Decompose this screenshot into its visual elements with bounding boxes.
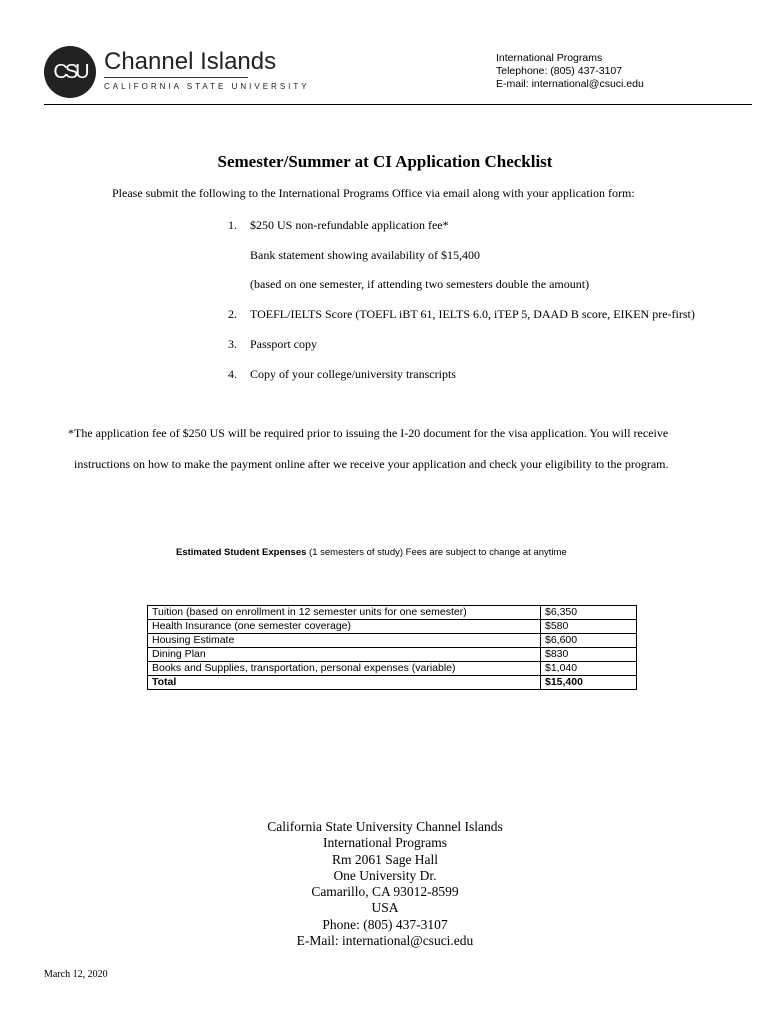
csu-logo — [44, 46, 96, 98]
expense-amount: $1,040 — [541, 662, 637, 676]
address-line: California State University Channel Islands — [267, 819, 503, 834]
checklist-number: 1. — [228, 218, 237, 232]
checklist-number: 3. — [228, 337, 237, 351]
address-line: E-Mail: international@csuci.edu — [296, 933, 474, 949]
table-row — [148, 606, 637, 620]
checklist-text: $250 US non-refundable application fee* — [250, 218, 449, 232]
address-line: One University Dr. — [333, 867, 437, 883]
total-row — [148, 676, 637, 690]
table-row — [148, 634, 637, 648]
checklist-number: 2. — [228, 307, 237, 321]
expenses-heading — [176, 547, 567, 558]
total-amount: $15,400 — [541, 676, 637, 690]
logo-letters: CSU — [53, 60, 87, 83]
contact-block — [496, 52, 644, 91]
checklist-text: Copy of your college/university transcripts — [250, 367, 456, 381]
expense-amount: $830 — [541, 648, 637, 662]
contact-telephone: Telephone: (805) 437-3107 — [496, 65, 623, 77]
contact-office: International Programs — [496, 52, 603, 64]
expense-item: Dining Plan — [148, 648, 541, 662]
org-divider — [104, 77, 248, 78]
address-line: Rm 2061 Sage Hall — [331, 851, 439, 867]
org-subtitle: CALIFORNIA STATE UNIVERSITY — [104, 82, 310, 91]
checklist-number: 4. — [228, 367, 237, 381]
header-divider — [44, 104, 752, 105]
checklist-text: Passport copy — [250, 337, 317, 351]
expenses-heading-bold: Estimated Student Expenses — [176, 547, 307, 558]
checklist-text: (based on one semester, if attending two semesters double the amount) — [250, 277, 590, 291]
expense-item: Tuition (based on enrollment in 12 semester units for one semester) — [148, 606, 541, 620]
expense-amount: $6,350 — [541, 606, 637, 620]
footnote-line-2: instructions on how to make the payment online after we receive your application and check your eligibility to the program. — [74, 457, 669, 471]
expense-amount: $6,600 — [541, 634, 637, 648]
document-date: March 12, 2020 — [44, 969, 108, 980]
checklist-text: Bank statement showing availability of $15,400 — [250, 248, 480, 262]
address-line: Camarillo, CA 93012-8599 — [311, 884, 459, 900]
expense-amount: $580 — [541, 620, 637, 634]
address-line: USA — [371, 900, 399, 916]
expense-item: Books and Supplies, transportation, personal expenses (variable) — [148, 662, 541, 676]
expense-item: Housing Estimate — [148, 634, 541, 648]
checklist-text: TOEFL/IELTS Score (TOEFL iBT 61, IELTS 6.0, iTEP 5, DAAD B score, EIKEN pre-first) — [250, 307, 695, 321]
page-title: Semester/Summer at CI Application Checklist — [217, 152, 553, 171]
expenses-heading-note: (1 semesters of study) Fees are subject to change at anytime — [306, 547, 567, 558]
table-row — [148, 662, 637, 676]
total-label: Total — [148, 676, 541, 690]
address-line: International Programs — [322, 835, 448, 851]
address-block — [0, 819, 770, 949]
org-name: Channel Islands — [104, 48, 277, 75]
expenses-table — [147, 605, 637, 690]
intro-text: Please submit the following to the International Programs Office via email along with your application form: — [112, 186, 635, 200]
contact-email: E-mail: international@csuci.edu — [496, 78, 644, 90]
address-line: Phone: (805) 437-3107 — [322, 916, 448, 932]
table-row — [148, 620, 637, 634]
footnote-line-1: *The application fee of $250 US will be required prior to issuing the I-20 document for the visa application. You will receive — [68, 426, 669, 440]
expense-item: Health Insurance (one semester coverage) — [148, 620, 541, 634]
table-row — [148, 648, 637, 662]
